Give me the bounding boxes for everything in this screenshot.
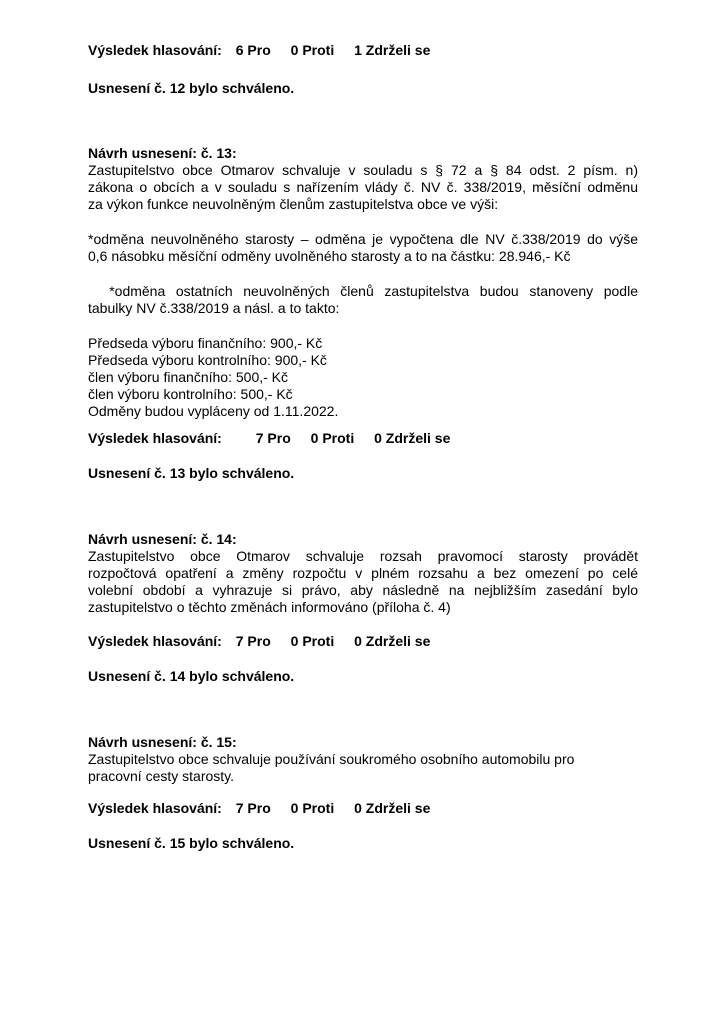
proposal-text-line: *odměna neuvolněného starosty – odměna je vypočtena dle NV č.338/2019 do výše xyxy=(88,231,638,247)
vote-pro: 7 Pro xyxy=(255,430,291,446)
proposal-text-line: za výkon funkce neuvolněným členům zastupitelstva obce ve výši: xyxy=(88,196,499,212)
vote-label: Výsledek hlasování: xyxy=(88,800,222,816)
proposal-text-line: *odměna ostatních neuvolněných členů zastupitelstva budou stanoveny podle xyxy=(88,283,638,299)
proposal-text-line: Zastupitelstvo obce Otmarov schvaluje rozsah pravomocí starosty provádět xyxy=(88,548,638,564)
proposal-text-line: pracovní cesty starosty. xyxy=(88,768,235,784)
vote-zdrzeli: 1 Zdrželi se xyxy=(354,42,431,58)
proposal-title-15: Návrh usnesení: č. 15: xyxy=(88,734,237,750)
vote-proti: 0 Proti xyxy=(290,42,335,58)
proposal-text-line: Zastupitelstvo obce Otmarov schvaluje v souladu s § 72 a § 84 odst. 2 písm. n) xyxy=(88,162,638,178)
vote-zdrzeli: 0 Zdrželi se xyxy=(354,633,431,649)
vote-zdrzeli: 0 Zdrželi se xyxy=(374,430,451,446)
vote-result-13 xyxy=(88,430,450,447)
vote-pro: 6 Pro xyxy=(235,42,271,58)
vote-proti: 0 Proti xyxy=(290,800,335,816)
vote-result-15 xyxy=(88,800,430,817)
proposal-title-13: Návrh usnesení: č. 13: xyxy=(88,145,237,161)
list-item: Předseda výboru kontrolního: 900,- Kč xyxy=(88,352,327,368)
vote-zdrzeli: 0 Zdrželi se xyxy=(354,800,431,816)
vote-proti: 0 Proti xyxy=(290,633,335,649)
proposal-text-line: volební období a vyhrazuje si právo, aby následně na nejbližším zasedání bylo xyxy=(88,582,638,598)
vote-proti: 0 Proti xyxy=(310,430,355,446)
vote-pro: 7 Pro xyxy=(235,800,271,816)
proposal-text-line: 0,6 násobku měsíční odměny uvolněného starosty a to na částku: 28.946,- Kč xyxy=(88,248,571,264)
vote-label: Výsledek hlasování: xyxy=(88,430,222,446)
list-item: Předseda výboru finančního: 900,- Kč xyxy=(88,335,323,351)
proposal-text-line: tabulky NV č.338/2019 a násl. a to takto: xyxy=(88,300,340,316)
resolution-result-15: Usnesení č. 15 bylo schváleno. xyxy=(88,835,295,851)
vote-pro: 7 Pro xyxy=(235,633,271,649)
list-item: člen výboru kontrolního: 500,- Kč xyxy=(88,386,293,402)
vote-result-12 xyxy=(88,42,430,59)
resolution-result-14: Usnesení č. 14 bylo schváleno. xyxy=(88,668,295,684)
proposal-text-line: rozpočtová opatření a změny rozpočtu v plném rozsahu a bez omezení po celé xyxy=(88,565,638,581)
vote-result-14 xyxy=(88,633,430,650)
list-item: Odměny budou vypláceny od 1.11.2022. xyxy=(88,403,339,419)
list-item: člen výboru finančního: 500,- Kč xyxy=(88,369,289,385)
proposal-text-line: zastupitelstvo o těchto změnách informováno (příloha č. 4) xyxy=(88,599,451,615)
resolution-result-13: Usnesení č. 13 bylo schváleno. xyxy=(88,465,295,481)
proposal-title-14: Návrh usnesení: č. 14: xyxy=(88,531,237,547)
vote-label: Výsledek hlasování: xyxy=(88,42,222,58)
vote-label: Výsledek hlasování: xyxy=(88,633,222,649)
proposal-text-line: Zastupitelstvo obce schvaluje používání soukromého osobního automobilu pro xyxy=(88,751,575,767)
resolution-result-12: Usnesení č. 12 bylo schváleno. xyxy=(88,80,295,96)
proposal-text-line: zákona o obcích a v souladu s nařízením vlády č. NV č. 338/2019, měsíční odměnu xyxy=(88,179,638,195)
